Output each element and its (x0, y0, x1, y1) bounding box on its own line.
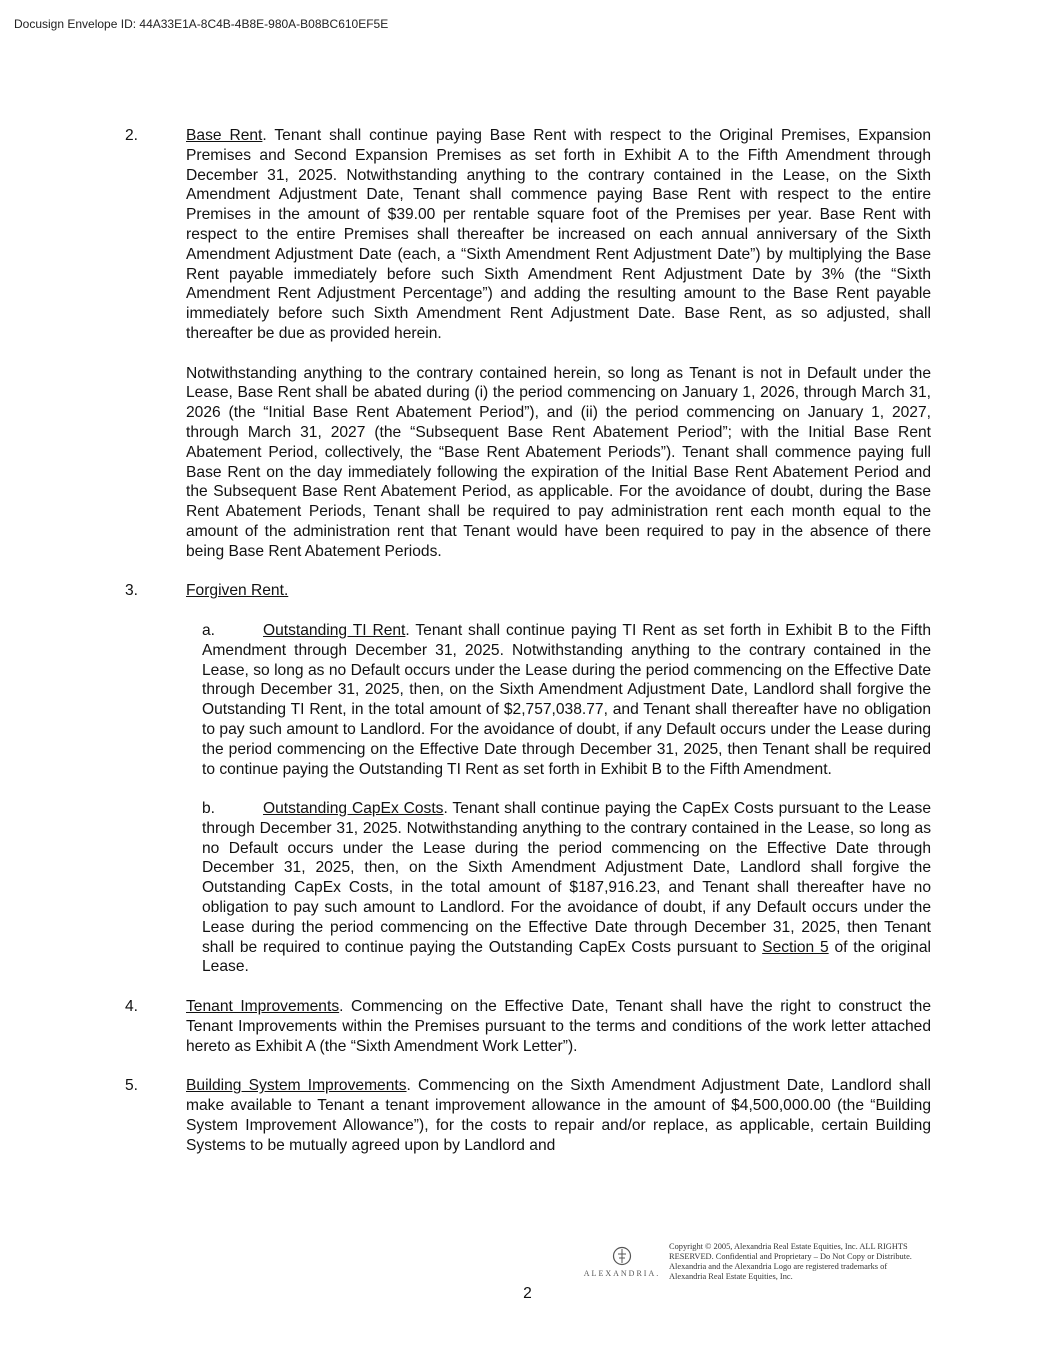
subsection-text-tail: of the original Lease. (202, 938, 931, 976)
section-4 (125, 997, 931, 1056)
section-2 (125, 126, 931, 562)
section-text: . Commencing on the Sixth Amendment Adjustment Date, Landlord shall make available to Tenant a tenant improvement allowance in the amount of $4,500,000.00 (the “Building System Improvement Allowance”), for the costs to repair and/or replace, as applicable, certain Building Systems to be mutually agreed upon by Landlord and (186, 1077, 931, 1154)
section-heading: Forgiven Rent. (186, 582, 289, 600)
alexandria-logo (582, 1246, 662, 1280)
page-number: 2 (523, 1285, 532, 1302)
section-2-paragraph-1 (186, 126, 931, 344)
section-3 (125, 581, 931, 977)
subsection-text: . Tenant shall continue paying the CapEx Costs pursuant to the Lease through December 31, 2025. Notwithstanding anything to the contrary contained in the Lease, so long as no Default occurs under the Lease during the period commencing on the Effective Date through December 31, 2025, then, on the Sixth Amendment Adjustment Date, Landlord shall forgive the Outstanding CapEx Costs, in the total amount of $187,916.23, and Tenant shall thereafter have no obligation to pay such amount to Landlord. For the avoidance of doubt, if any Default occurs under the Lease during the period commencing on the Effective Date through December 31, 2025, then Tenant shall be required to continue paying the Outstanding CapEx Costs pursuant to (202, 800, 932, 956)
section-number: 3. (125, 582, 139, 600)
section-number: 4. (125, 998, 139, 1016)
section-heading: Base Rent (186, 127, 263, 144)
subsection-label: a. (202, 621, 216, 639)
envelope-id: Docusign Envelope ID: 44A33E1A-8C4B-4B8E-980A-B08BC610EF5E (14, 17, 389, 31)
subsection-label: b. (202, 800, 216, 818)
section-2-paragraph-2: Notwithstanding anything to the contrary contained herein, so long as Tenant is not in Default under the Lease, Base Rent shall be abated during (i) the period commencing on January 1, 2026, through March 31, 2026 (the “Initial Base Rent Abatement Period”), and (ii) the period commencing on January 1, 2027, through March 31, 2027 (the “Subsequent Base Rent Abatement Period”; with the Initial Base Rent Abatement Period, collectively, the “Base Rent Abatement Periods”). Tenant shall commence paying full Base Rent on the day immediately following the expiration of the Initial Base Rent Abatement Period and the Subsequent Base Rent Abatement Period, as applicable. For the avoidance of doubt, during the Base Rent Abatement Periods, Tenant shall be required to pay administration rent each month equal to the amount of the administration rent that Tenant would have been required to pay in the absence of there being Base Rent Abatement Periods. (186, 364, 931, 560)
logo-wordmark: ALEXANDRIA. (583, 1269, 661, 1278)
copyright-notice: Copyright © 2005, Alexandria Real Estate Equities, Inc. ALL RIGHTS RESERVED. Confidential and Proprietary – Do Not Copy or Distribute. Alexandria and the Alexandria Logo are registered trademarks of Alexandria Real Estate Equities, Inc. (669, 1242, 912, 1281)
subsection-heading: Outstanding CapEx Costs (263, 800, 444, 818)
section-5-reference: Section 5 (762, 938, 829, 956)
logo-icon (582, 1246, 662, 1269)
section-text: . Commencing on the Effective Date, Tenant shall have the right to construct the Tenant Improvements within the Premises pursuant to the terms and conditions of the work letter attached hereto as Exhibit A (the “Sixth Amendment Work Letter”). (186, 998, 932, 1055)
subsection-a (202, 621, 931, 779)
document-body (125, 126, 931, 1155)
section-5 (125, 1076, 931, 1155)
section-text: . Tenant shall continue paying Base Rent with respect to the Original Premises, Expansion Premises and Second Expansion Premises as set forth in Exhibit A to the Fifth Amendment through December 31, 2025. Notwithstanding anything to the contrary contained in the Lease, on the Sixth Amendment Adjustment Date, Tenant shall commence paying Base Rent with respect to the entire Premises in the amount of $39.00 per rentable square foot of the Premises per year. Base Rent with respect to the entire Premises shall thereafter be increased on each annual anniversary of the Sixth Amendment Adjustment Date (each, a “Sixth Amendment Rent Adjustment Date”) by multiplying the Base Rent payable immediately before such Sixth Amendment Rent Adjustment Date by 3% (the “Sixth Amendment Rent Adjustment Percentage”) and adding the resulting amount to the Base Rent payable immediately before such Sixth Amendment Rent Adjustment Date. Base Rent, as so adjusted, shall thereafter be due as provided herein. (186, 127, 931, 342)
section-heading: Building System Improvements (186, 1077, 407, 1095)
subsection-text: . Tenant shall continue paying TI Rent as set forth in Exhibit B to the Fifth Amendment through December 31, 2025. Notwithstanding anything to the contrary contained in the Lease, so long as no Default occurs under the Lease during the period commencing on the Effective Date through December 31, 2025, then, on the Sixth Amendment Adjustment Date, Landlord shall forgive the Outstanding TI Rent, in the total amount of $2,757,038.77, and Tenant shall thereafter have no obligation to pay such amount to Landlord. For the avoidance of doubt, if any Default occurs under the Lease during the period commencing on the Effective Date through December 31, 2025, then Tenant shall be required to continue paying the Outstanding TI Rent as set forth in Exhibit B to the Fifth Amendment. (202, 621, 931, 778)
section-number: 2. (125, 127, 139, 144)
subsection-heading: Outstanding TI Rent (263, 621, 406, 639)
subsection-b (202, 799, 931, 977)
section-number: 5. (125, 1077, 139, 1095)
section-heading: Tenant Improvements (186, 998, 340, 1016)
